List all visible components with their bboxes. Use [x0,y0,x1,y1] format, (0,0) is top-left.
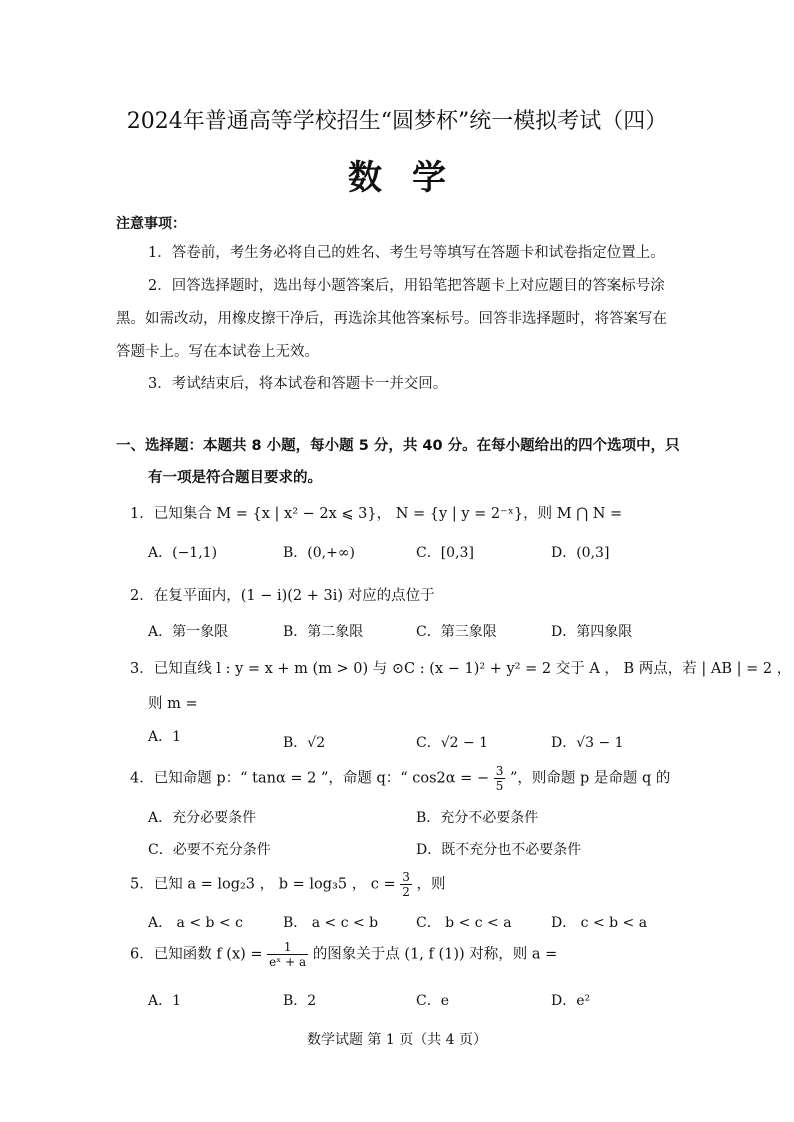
question-3-stem-cont: 则 m = [148,696,198,712]
q4-stem-part2: ”，则命题 p 是命题 q 的 [509,770,671,787]
exam-title: 2024年普通高等学校招生“圆梦杯”统一模拟考试（四） [126,109,668,134]
notice-item-2-cont: 黑。如需改动，用橡皮擦干净后，再选涂其他答案标号。回答非选择题时，将答案写在 [116,311,667,327]
q5-frac-den: 2 [402,885,410,899]
q4-option-d: D．既不充分也不必要条件 [416,842,582,858]
notice-item-1: 1．答卷前，考生务必将自己的姓名、考生号等填写在答题卡和试卷指定位置上。 [148,245,665,261]
q6-option-b: B．2 [283,993,317,1009]
q4-option-b: B．充分不必要条件 [416,810,539,826]
q5-option-c: C． b < c < a [416,915,512,931]
notice-item-2-cont2: 答题卡上。写在本试卷上无效。 [116,344,319,360]
q5-fraction [400,870,412,899]
q6-option-c: C．e [416,993,449,1009]
q5-option-b: B． a < c < b [283,915,379,931]
q4-stem-part1: 4．已知命题 p：“ tanα = 2 ”，命题 q：“ cos2α = − [130,770,490,787]
notice-heading: 注意事项： [116,216,186,232]
q2-option-b: B．第二象限 [283,624,364,640]
q5-frac-num: 3 [402,870,410,884]
notice-item-2: 2．回答选择题时，选出每小题答案后，用铅笔把答题卡上对应题目的答案标号涂 [148,278,665,294]
q4-option-a: A．充分必要条件 [148,810,257,826]
page-footer: 数学试题 第 1 页（共 4 页） [306,1032,488,1048]
q3-option-d: D．√3 − 1 [551,735,624,751]
question-6-stem [130,940,557,969]
q1-option-d: D．(0,3] [551,545,610,561]
section-heading-line1: 一、选择题：本题共 8 小题，每小题 5 分，共 40 分。在每小题给出的四个选项中，只 [116,438,680,454]
q1-option-a: A．(−1,1) [148,545,218,561]
q6-stem-part1: 6．已知函数 f (x) = [130,946,263,963]
q1-option-c: C．[0,3] [416,545,474,561]
q3-option-a: A．1 [148,729,182,745]
q5-option-d: D． c < b < a [551,915,648,931]
question-4-stem [130,764,670,793]
q2-option-a: A．第一象限 [148,624,229,640]
q6-option-d: D．e² [551,993,591,1009]
q3-option-b: B．√2 [283,735,326,751]
q6-stem-part2: 的图象关于点 (1, f (1)) 对称，则 a = [312,946,558,963]
question-1-stem: 1．已知集合 M = {x | x² − 2x ⩽ 3}， N = {y | y = 2⁻ˣ}，则 M ⋂ N = [130,506,623,522]
subject-title: 数学 [348,158,476,198]
q5-stem-part2: ，则 [416,876,446,893]
notice-item-3: 3．考试结束后，将本试卷和答题卡一并交回。 [148,376,448,392]
q4-frac-num: 3 [495,764,504,778]
q6-frac-den: eˣ + a [269,955,307,969]
question-3-stem: 3．已知直线 l : y = x + m (m > 0) 与 ⊙C : (x − 1)² + y² = 2 交于 A ， B 两点，若 | AB | = 2 ， [130,661,792,677]
q6-frac-num: 1 [267,940,308,955]
q1-option-b: B．(0,+∞) [283,545,355,561]
q6-option-a: A．1 [148,993,182,1009]
section-heading-line2: 有一项是符合题目要求的。 [148,470,322,486]
q2-option-c: C．第三象限 [416,624,497,640]
question-2-stem: 2．在复平面内，(1 − i)(2 + 3i) 对应的点位于 [130,588,435,604]
q4-fraction [494,764,506,793]
q5-option-a: A． a < b < c [148,915,243,931]
q2-option-d: D．第四象限 [551,624,633,640]
q4-option-c: C．必要不充分条件 [148,842,271,858]
q5-stem-part1: 5．已知 a = log₂3 ， b = log₃5 ， c = [130,876,396,893]
q6-fraction [267,940,308,969]
q4-frac-den: 5 [495,779,504,793]
q3-option-c: C．√2 − 1 [416,735,489,751]
question-5-stem [130,870,446,899]
